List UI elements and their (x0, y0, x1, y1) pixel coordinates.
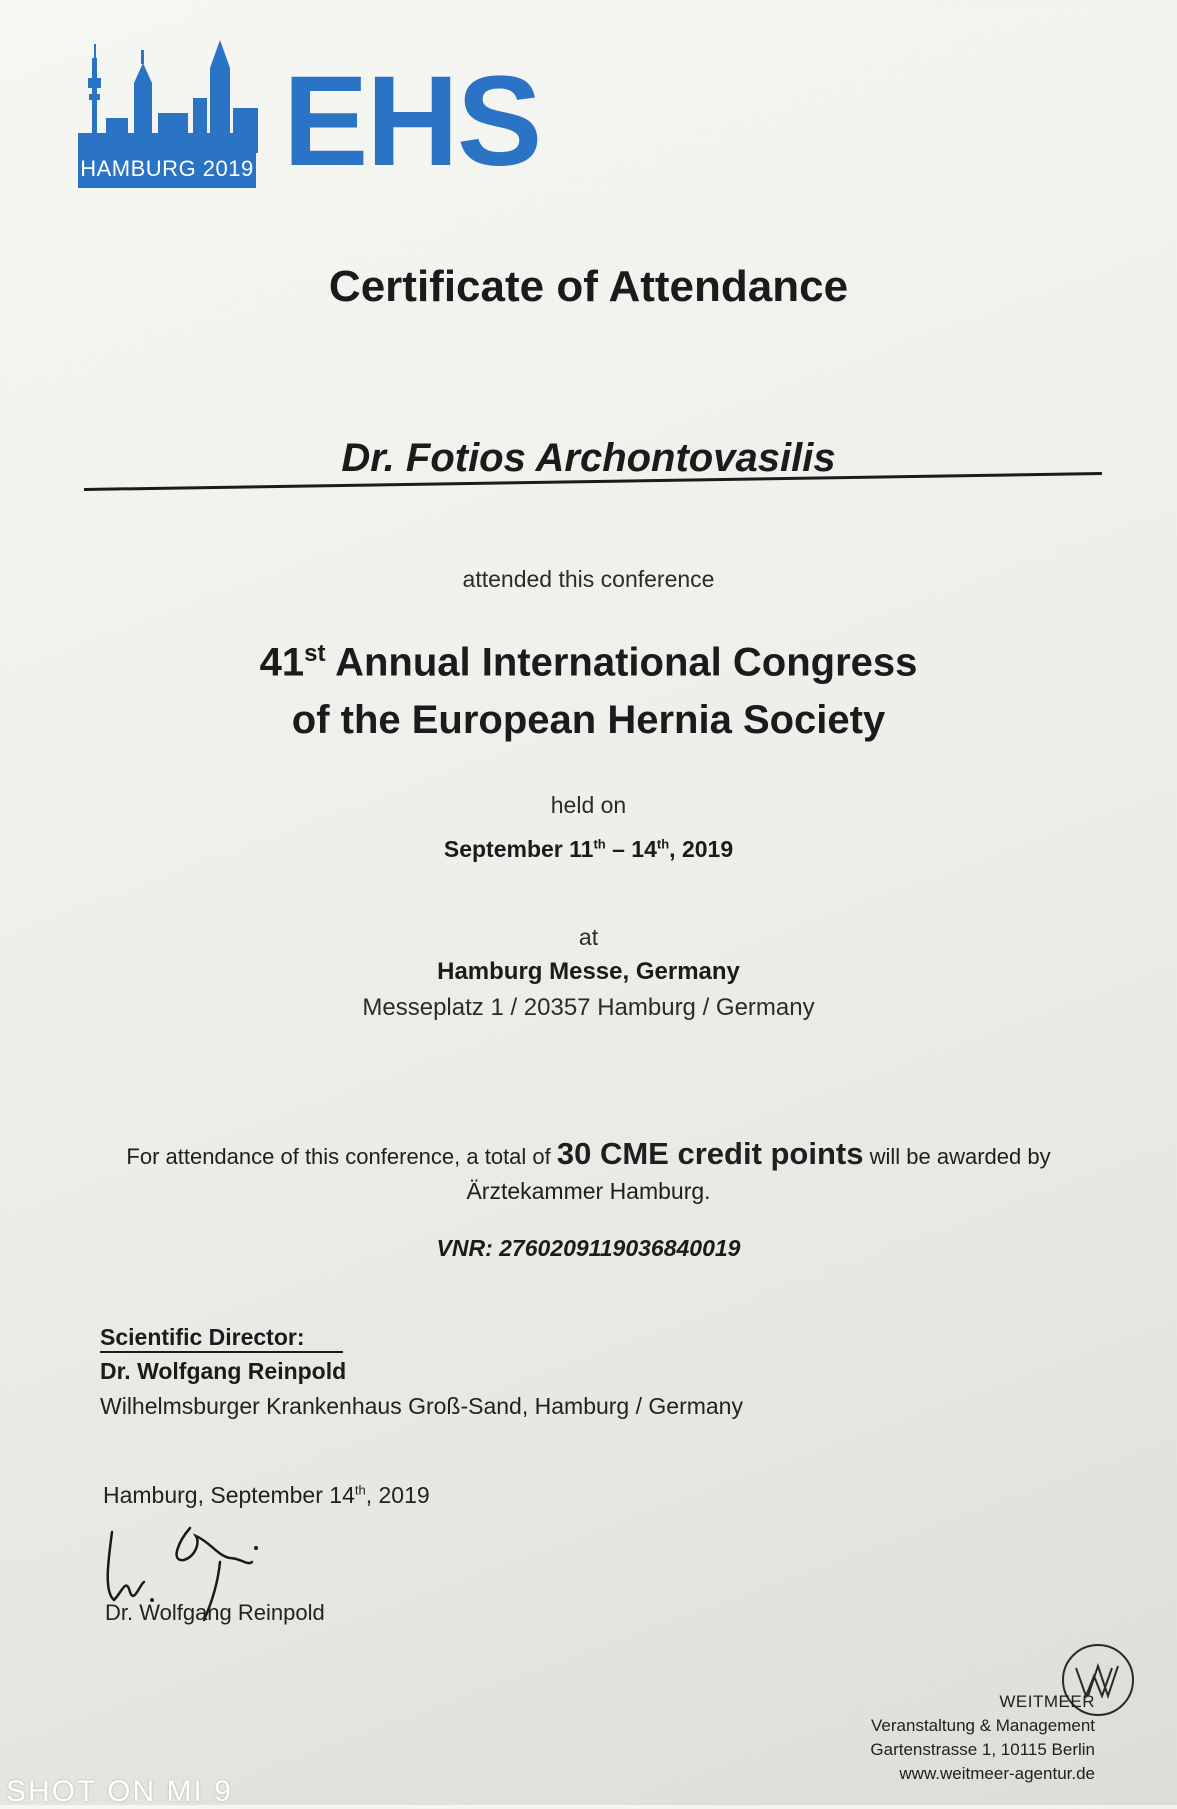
organizer-website: www.weitmeer-agentur.de (899, 1764, 1095, 1783)
congress-title-line1 (0, 640, 1177, 685)
recipient-name: Dr. Fotios Archontovasilis (341, 436, 836, 480)
dates-end-suffix: th (656, 836, 670, 852)
place-date-text: Hamburg, September 14 (103, 1482, 355, 1508)
congress-ordinal: 41 (259, 640, 305, 685)
place-date-year: , 2019 (365, 1482, 430, 1508)
ehs-hamburg-logo (78, 38, 541, 198)
cme-chamber: Ärztekammer Hamburg. (466, 1178, 711, 1204)
place-date-suffix: th (354, 1482, 366, 1498)
logo-city-year: HAMBURG 2019 (78, 150, 256, 188)
at-text: at (578, 924, 599, 950)
cme-suffix: will be awarded by (863, 1144, 1051, 1169)
cme-prefix: For attendance of this conference, a total of (126, 1144, 557, 1169)
logo-acronym: EHS (283, 50, 541, 193)
congress-title-line2: of the European Hernia Society (291, 698, 886, 742)
signatory-name: Dr. Wolfgang Reinpold (105, 1600, 325, 1625)
dates-start-suffix: th (593, 836, 606, 852)
cme-statement (0, 1136, 1177, 1172)
venue-name: Hamburg Messe, Germany (437, 958, 740, 985)
held-on-text: held on (550, 792, 627, 818)
attended-text: attended this conference (462, 566, 715, 592)
camera-watermark: SHOT ON MI 9 (6, 1775, 233, 1808)
place-and-date (103, 1482, 430, 1509)
organizer-name: WEITMEER (999, 1692, 1095, 1711)
certificate-title: Certificate of Attendance (328, 262, 849, 311)
congress-dates (0, 836, 1177, 863)
scientific-director-affiliation: Wilhelmsburger Krankenhaus Groß-Sand, Hamburg / Germany (100, 1393, 743, 1419)
organizer-address: Gartenstrasse 1, 10115 Berlin (870, 1740, 1095, 1759)
dates-end: – 14 (605, 836, 657, 862)
venue-address: Messeplatz 1 / 20357 Hamburg / Germany (362, 994, 815, 1021)
scientific-director-name: Dr. Wolfgang Reinpold (100, 1358, 347, 1384)
dates-year: , 2019 (669, 836, 734, 862)
organizer-block (820, 1690, 1095, 1786)
cme-points: 30 CME credit points (556, 1136, 864, 1171)
dates-start: September 11 (443, 836, 594, 862)
vnr-number: VNR: 2760209119036840019 (436, 1235, 741, 1261)
scientific-director-label: Scientific Director: (100, 1323, 343, 1353)
congress-title-rest: Annual International Congress (325, 640, 918, 685)
congress-ordinal-suffix: st (304, 640, 326, 667)
organizer-tagline: Veranstaltung & Management (871, 1716, 1095, 1735)
